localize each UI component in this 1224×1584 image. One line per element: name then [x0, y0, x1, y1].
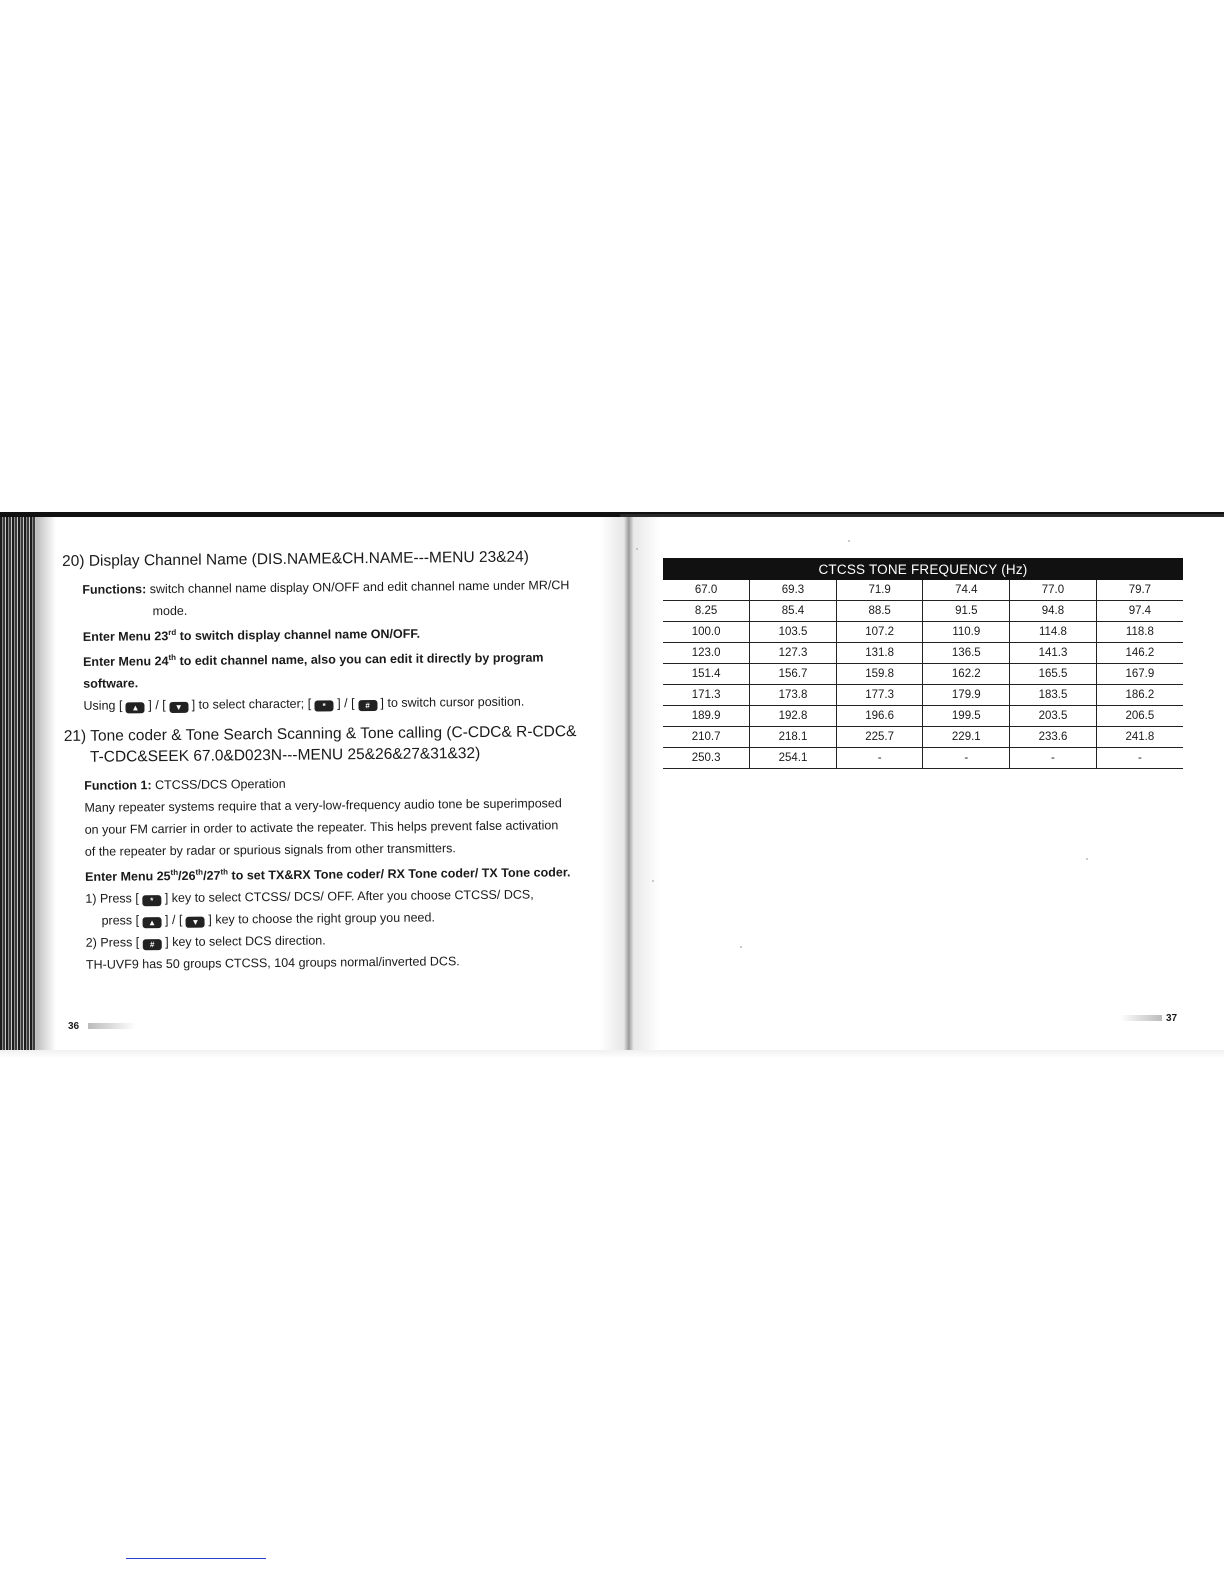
- table-cell: 203.5: [1010, 706, 1097, 727]
- spine-shadow: [36, 517, 56, 1057]
- table-cell: 127.3: [750, 643, 837, 664]
- s21-step1-d: ] key to choose the right group you need.: [208, 910, 435, 928]
- table-cell: 103.5: [750, 622, 837, 643]
- table-cell: 94.8: [1010, 601, 1097, 622]
- table-cell: 118.8: [1096, 622, 1183, 643]
- table-cell: 71.9: [836, 580, 923, 601]
- up-arrow-key-icon: ▲: [143, 918, 162, 929]
- table-cell: 241.8: [1096, 727, 1183, 748]
- dust-speck: [1086, 858, 1088, 860]
- table-cell: 123.0: [663, 643, 750, 664]
- s21-enter-sep2: /27: [203, 868, 221, 884]
- table-row: [663, 622, 1183, 643]
- table-cell: -: [836, 748, 923, 769]
- table-cell: 131.8: [836, 643, 923, 664]
- star-scan-key-icon: *: [142, 896, 161, 907]
- right-page-number-bar: [1120, 1015, 1162, 1021]
- table-cell: 183.5: [1010, 685, 1097, 706]
- table-cell: 91.5: [923, 601, 1010, 622]
- s21-step2-a: 2) Press [: [85, 935, 140, 951]
- s20-using: [83, 690, 603, 717]
- dust-speck: [848, 540, 850, 542]
- s21-paragraph-line3: of the repeater by radar or spurious signals from other transmitters.: [84, 841, 456, 860]
- table-cell: 199.5: [923, 706, 1010, 727]
- s21-enter-sep1: /26: [178, 869, 196, 884]
- left-page: [62, 547, 606, 977]
- dust-speck: [652, 880, 654, 882]
- section-21-title-line1: 21) Tone coder & Tone Search Scanning & Tone calling (C-CDC& R-CDC&: [63, 723, 577, 746]
- table-cell: 156.7: [750, 664, 837, 685]
- s20-using-sep2: ] / [: [337, 696, 355, 711]
- table-cell: 85.4: [750, 601, 837, 622]
- table-cell: 79.7: [1096, 580, 1183, 601]
- down-arrow-key-icon: ▼: [169, 702, 188, 713]
- table-row: [663, 664, 1183, 685]
- s21-enter-sup2: th: [195, 867, 204, 878]
- ctcss-tone-table: [663, 558, 1183, 769]
- s20-functions-text: switch channel name display ON/OFF and edit channel name under MR/CH: [149, 578, 570, 597]
- page-bottom-edge: [0, 1050, 1224, 1058]
- table-cell: 8.25: [663, 601, 750, 622]
- s20-using-c: ] to switch cursor position.: [380, 694, 525, 711]
- s21-step1-a: 1) Press [: [85, 891, 139, 907]
- table-row: [663, 685, 1183, 706]
- s21-step1-sep: ] / [: [164, 913, 183, 928]
- table-row: [663, 727, 1183, 748]
- table-cell: 107.2: [836, 622, 923, 643]
- table-cell: 167.9: [1096, 664, 1183, 685]
- table-row: [663, 748, 1183, 769]
- s21-step2-b: ] key to select DCS direction.: [165, 933, 326, 950]
- table-cell: 114.8: [1010, 622, 1097, 643]
- s20-using-a: Using [: [83, 698, 123, 714]
- table-cell: 179.9: [923, 685, 1010, 706]
- s20-enter24-a: Enter Menu 24: [82, 654, 169, 670]
- s20-enter24-sup: th: [168, 653, 177, 663]
- table-cell: 162.2: [923, 664, 1010, 685]
- table-cell: 225.7: [836, 727, 923, 748]
- table-row: [663, 643, 1183, 664]
- table-cell: 229.1: [923, 727, 1010, 748]
- table-cell: 151.4: [663, 664, 750, 685]
- s21-paragraph-line2: on your FM carrier in order to activate the repeater. This helps prevent false activation: [84, 818, 559, 838]
- table-cell: 177.3: [836, 685, 923, 706]
- down-arrow-key-icon: ▼: [186, 917, 205, 928]
- table-cell: 165.5: [1010, 664, 1097, 685]
- table-cell: 67.0: [663, 580, 750, 601]
- book-gutter: [600, 517, 660, 1057]
- s21-enter-sup1: th: [170, 868, 179, 878]
- star-scan-key-icon: *: [315, 701, 334, 712]
- s20-functions-label: Functions:: [82, 582, 147, 597]
- table-cell: 254.1: [750, 748, 837, 769]
- table-cell: 69.3: [750, 580, 837, 601]
- s20-enter23-b: to switch display channel name ON/OFF.: [179, 626, 421, 644]
- section-20-title: 20) Display Channel Name (DIS.NAME&CH.NAME---MENU 23&24): [62, 548, 530, 570]
- s20-using-b: ] to select character; [: [191, 696, 312, 713]
- table-cell: 206.5: [1096, 706, 1183, 727]
- left-page-number-bar: [88, 1023, 136, 1029]
- table-cell: 97.4: [1096, 601, 1183, 622]
- table-cell: 110.9: [923, 622, 1010, 643]
- s21-function-text: CTCSS/DCS Operation: [155, 777, 286, 793]
- s21-ctcss-dcs-count: TH-UVF9 has 50 groups CTCSS, 104 groups normal/inverted DCS.: [85, 954, 460, 973]
- table-cell: 233.6: [1010, 727, 1097, 748]
- dust-speck: [740, 946, 742, 948]
- dust-speck: [636, 548, 638, 550]
- hash-lock-key-icon: #: [143, 940, 162, 951]
- table-row: [663, 601, 1183, 622]
- hash-lock-key-icon: #: [358, 700, 377, 711]
- s21-step1-c: press [: [101, 913, 140, 929]
- s21-function-label: Function 1:: [84, 778, 152, 794]
- s20-enter23-a: Enter Menu 23: [82, 629, 169, 644]
- table-cell: 173.8: [750, 685, 837, 706]
- s20-functions-cont: mode.: [152, 603, 188, 619]
- s21-step1-b: ] key to select CTCSS/ DCS/ OFF. After you choose CTCSS/ DCS,: [164, 887, 534, 906]
- table-cell: 77.0: [1010, 580, 1097, 601]
- table-cell: 141.3: [1010, 643, 1097, 664]
- up-arrow-key-icon: ▲: [126, 703, 145, 714]
- table-cell: 210.7: [663, 727, 750, 748]
- table-cell: 159.8: [836, 664, 923, 685]
- s21-enter-b: to set TX&RX Tone coder/ RX Tone coder/ TX Tone coder.: [231, 865, 571, 883]
- table-row: [663, 580, 1183, 601]
- left-page-number: 36: [68, 1021, 80, 1032]
- table-cell: 171.3: [663, 685, 750, 706]
- table-cell: 192.8: [750, 706, 837, 727]
- table-cell: 186.2: [1096, 685, 1183, 706]
- right-page-number: 37: [1166, 1013, 1178, 1024]
- s21-enter-sup3: th: [220, 867, 229, 877]
- table-cell: 100.0: [663, 622, 750, 643]
- ctcss-table-title: CTCSS TONE FREQUENCY (Hz): [663, 558, 1183, 580]
- table-cell: -: [1010, 748, 1097, 769]
- table-row: [663, 706, 1183, 727]
- table-cell: 146.2: [1096, 643, 1183, 664]
- table-cell: 136.5: [923, 643, 1010, 664]
- table-cell: 196.6: [836, 706, 923, 727]
- s21-enter-a: Enter Menu 25: [85, 869, 171, 885]
- s21-paragraph-line1: Many repeater systems require that a very-low-frequency audio tone be superimposed: [84, 796, 562, 816]
- ctcss-table-body: [663, 580, 1183, 769]
- book-spine: [0, 517, 36, 1057]
- table-cell: -: [923, 748, 1010, 769]
- table-cell: 88.5: [836, 601, 923, 622]
- blue-underline-mark: [126, 1558, 266, 1559]
- table-cell: 189.9: [663, 706, 750, 727]
- section-21-title-line2: T-CDC&SEEK 67.0&D023N---MENU 25&26&27&31&32): [89, 745, 481, 767]
- table-cell: 218.1: [750, 727, 837, 748]
- s20-enter24-b: to edit channel name, also you can edit it directly by program: [179, 650, 544, 669]
- s20-enter23-sup: rd: [168, 627, 177, 637]
- table-cell: -: [1096, 748, 1183, 769]
- s20-using-sep1: ] / [: [148, 698, 166, 713]
- table-cell: 74.4: [923, 580, 1010, 601]
- table-cell: 250.3: [663, 748, 750, 769]
- page-top-edge-right: [620, 514, 1224, 517]
- s20-enter-menu-24-cont: software.: [83, 676, 139, 692]
